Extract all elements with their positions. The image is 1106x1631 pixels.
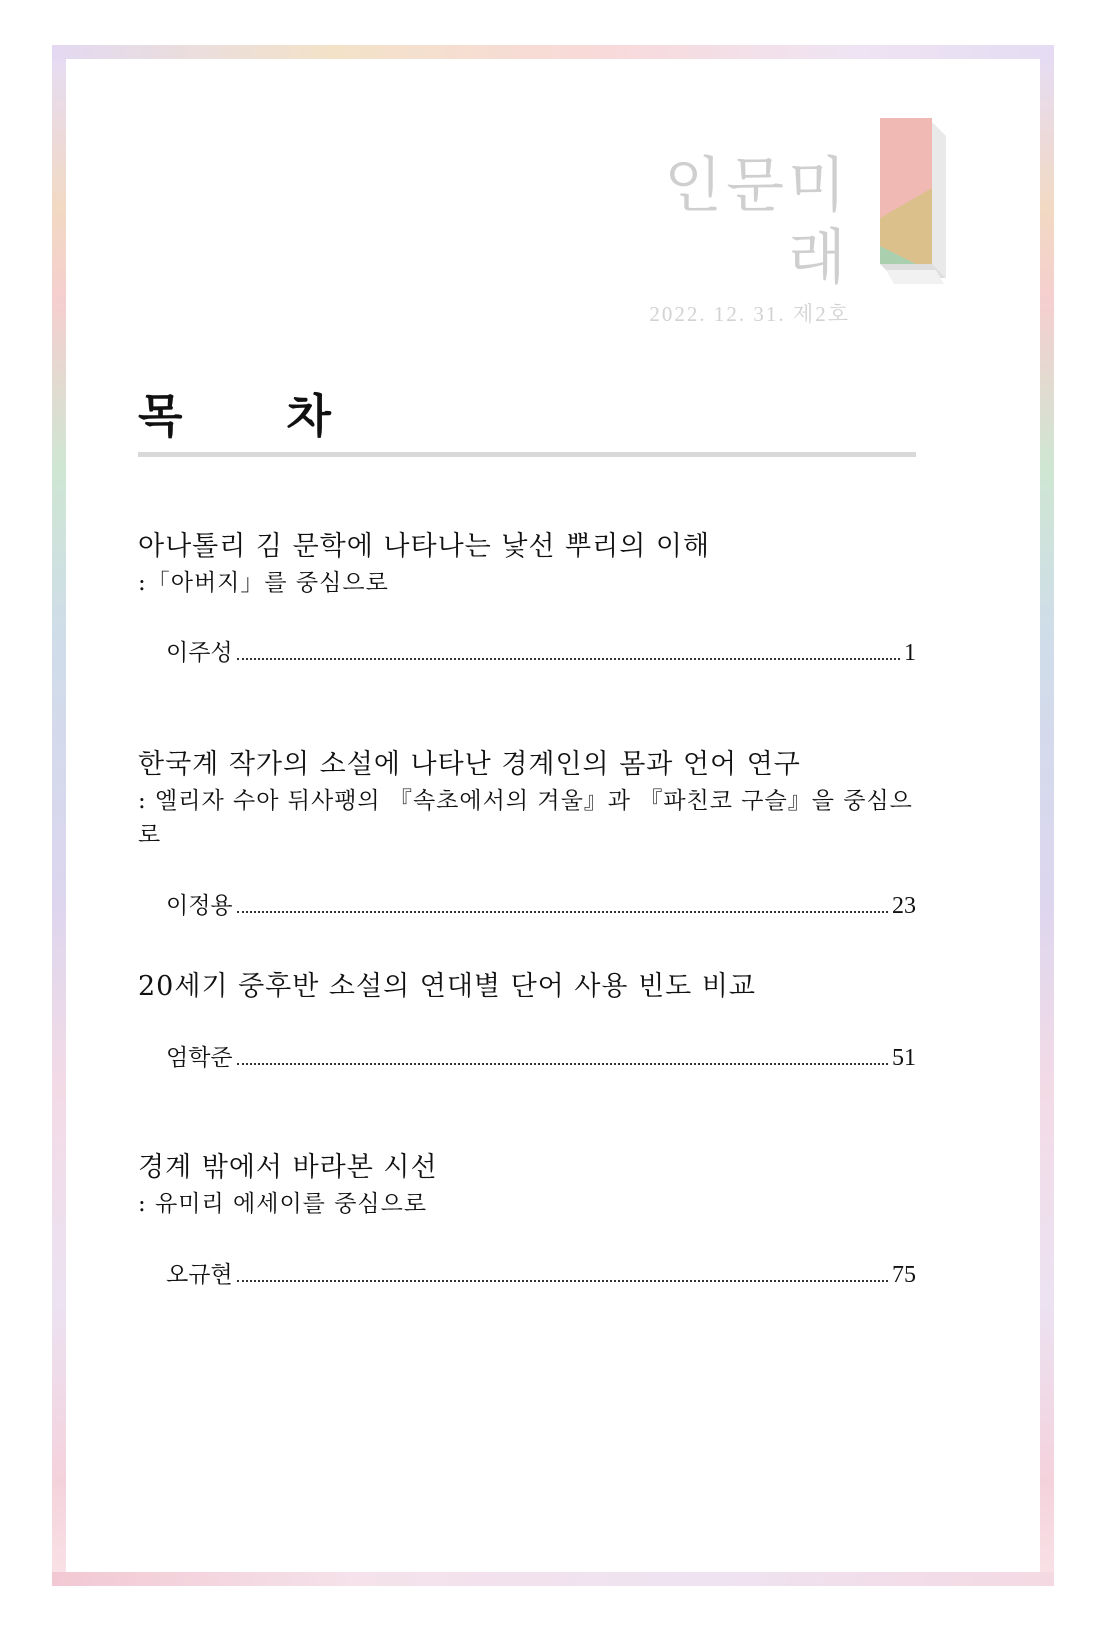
page-number: 23 (892, 893, 916, 919)
issue-date: 2022. 12. 31. 제2호 (649, 302, 850, 326)
article-author: 오규현 (166, 1262, 233, 1288)
article-author: 이주성 (166, 640, 233, 666)
page-border-bottom (52, 1572, 1054, 1586)
dot-leader (237, 897, 888, 913)
journal-name: 인문미래 (664, 151, 850, 293)
book-logo-icon (880, 118, 948, 284)
toc-entry (138, 1149, 916, 1292)
page-border-top (52, 45, 1054, 59)
article-subtitle: : 유미리 에세이를 중심으로 (138, 1191, 428, 1217)
toc-entry (138, 528, 916, 670)
article-subtitle: : 엘리자 수아 뒤사팽의 『속초에서의 겨울』과 『파친코 구슬』을 중심으로 (138, 788, 913, 848)
toc-heading: 목 차 (138, 389, 375, 443)
journal-masthead (630, 150, 850, 328)
page-number: 51 (892, 1045, 916, 1071)
author-row[interactable] (166, 1258, 916, 1292)
article-author: 엄학준 (166, 1045, 233, 1071)
page-number: 75 (892, 1262, 916, 1288)
dot-leader (237, 644, 900, 660)
toc-entry (138, 746, 916, 923)
article-subtitle: :「아버지」를 중심으로 (138, 570, 389, 596)
article-title: 한국계 작가의 소설에 나타난 경계인의 몸과 언어 연구 (138, 749, 801, 780)
page-number: 1 (904, 640, 916, 666)
article-author: 이정용 (166, 893, 233, 919)
heading-divider (138, 452, 916, 457)
dot-leader (237, 1266, 888, 1282)
dot-leader (237, 1049, 888, 1065)
article-title: 경계 밖에서 바라본 시선 (138, 1152, 438, 1183)
author-row[interactable] (166, 636, 916, 670)
author-row[interactable] (166, 1041, 916, 1075)
article-title: 20세기 중후반 소설의 연대별 단어 사용 빈도 비교 (138, 971, 756, 1002)
article-title: 아나톨리 김 문학에 나타나는 낯선 뿌리의 이해 (138, 531, 711, 562)
toc-entry (138, 968, 916, 1075)
author-row[interactable] (166, 889, 916, 923)
